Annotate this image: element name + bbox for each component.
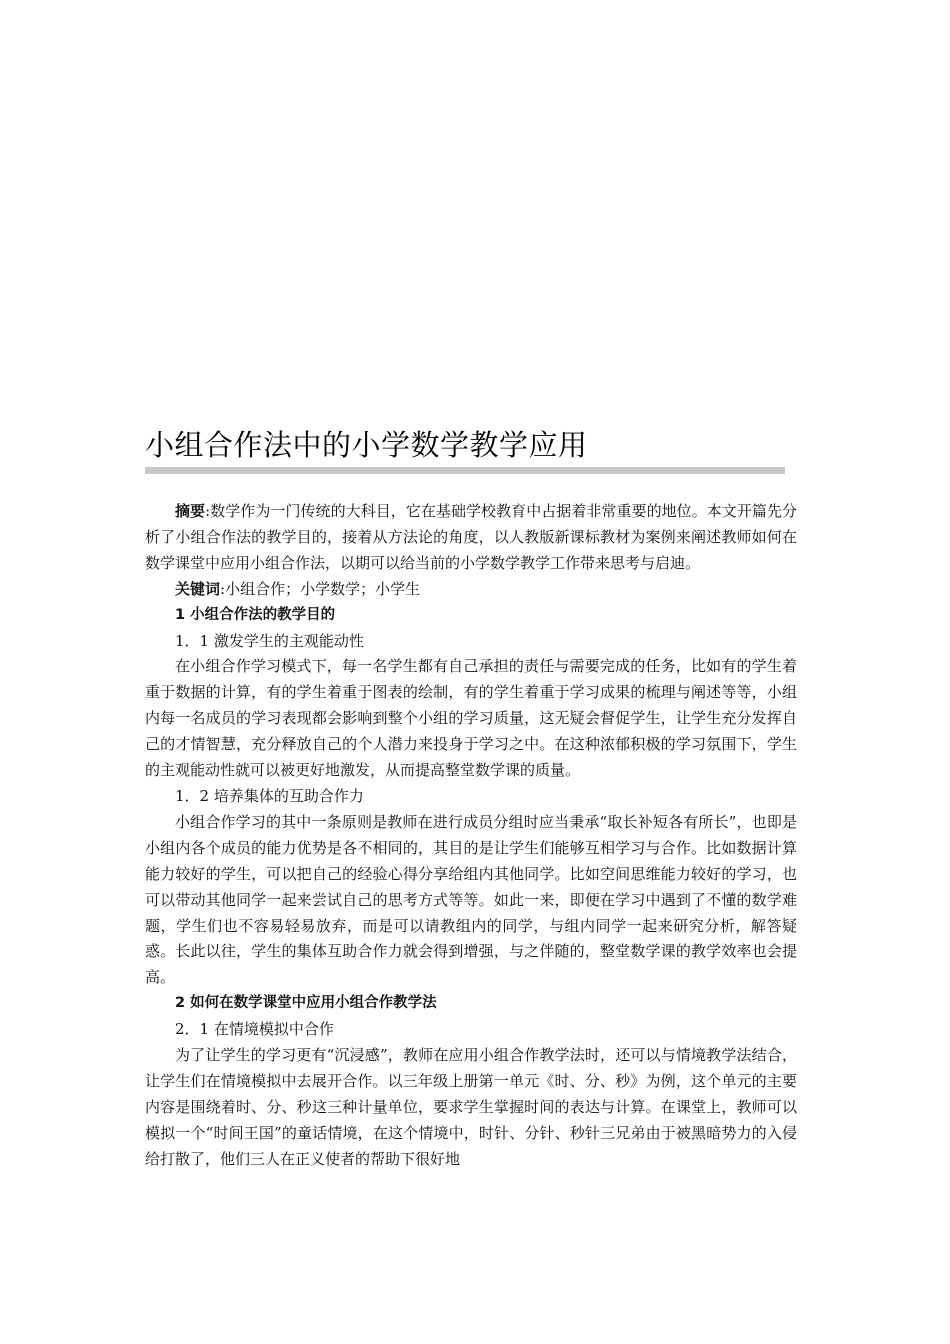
section-heading-1: 1 小组合作法的教学目的: [175, 606, 336, 623]
section-heading-2: 2 如何在数学课堂中应用小组合作教学法: [175, 995, 437, 1012]
abstract-paragraph: [145, 499, 797, 577]
subsection-heading-2-1: 2．1 在情境模拟中合作: [175, 1020, 334, 1039]
subsection-heading-1-1: 1．1 激发学生的主观能动性: [175, 631, 364, 650]
keywords-paragraph: [145, 577, 797, 603]
keywords-label: 关键词: [175, 579, 221, 598]
title-underline-bar: [145, 467, 785, 474]
document-title: 小组合作法中的小学数学教学应用: [145, 428, 588, 462]
keywords-text: :小组合作；小学数学；小学生: [220, 579, 421, 598]
abstract-label: 摘要: [175, 502, 206, 520]
abstract-text: :数学作为一门传统的大科目，它在基础学校教育中占据着非常重要的地位。本文开篇先分析了小组合作法的教学目的，接着从方法论的角度，以人教版新课标教材为案例来阐述教师如何在数学课堂中应用小组合作法，以期可以给当前的小学数学教学工作带来思考与启迪。: [145, 502, 797, 572]
subsection-text-1-1: 在小组合作学习模式下，每一名学生都有自己承担的责任与需要完成的任务，比如有的学生着重于数据的计算，有的学生着重于图表的绘制，有的学生着重于学习成果的梳理与阐述等等，小组内每一名成员的学习表现都会影响到整个小组的学习质量，这无疑会督促学生，让学生充分发挥自己的才情智慧，充分释放自己的个人潜力来投身于学习之中。在这种浓郁积极的学习氛围下，学生的主观能动性就可以被更好地激发，从而提高整堂数学课的质量。: [145, 657, 797, 780]
subsection-heading-1-2: 1．2 培养集体的互助合作力: [175, 786, 364, 805]
document-body: [145, 499, 797, 1173]
subsection-text-2-1: 为了让学生的学习更有“沉浸感”，教师在应用小组合作教学法时，还可以与情境教学法结合，让学生们在情境模拟中去展开合作。以三年级上册第一单元《时、分、秒》为例，这个单元的主要内容是围绕着时、分、秒这三种计量单位，要求学生掌握时间的表达与计算。在课堂上，教师可以模拟一个“时间王国”的童话情境，在这个情境中，时针、分针、秒针三兄弟由于被黑暗势力的入侵给打散了，他们三人在正义使者的帮助下很好地: [145, 1046, 797, 1168]
subsection-text-1-2: 小组合作学习的其中一条原则是教师在进行成员分组时应当秉承“取长补短各有所长”，也即是小组内各个成员的能力优势是各不相同的，其目的是让学生们能够互相学习与合作。比如数据计算能力较好的学生，可以把自己的经验心得分享给组内其他同学。比如空间思维能力较好的学习，也可以带动其他同学一起来尝试自己的思考方式等等。如此一来，即便在学习中遇到了不懂的数学难题，学生们也不容易轻易放弃，而是可以请教组内的同学，与组内同学一起来研究分析，解答疑惑。长此以往，学生的集体互助合作力就会得到增强，与之伴随的，整堂数学课的教学效率也会提高。: [145, 812, 797, 987]
